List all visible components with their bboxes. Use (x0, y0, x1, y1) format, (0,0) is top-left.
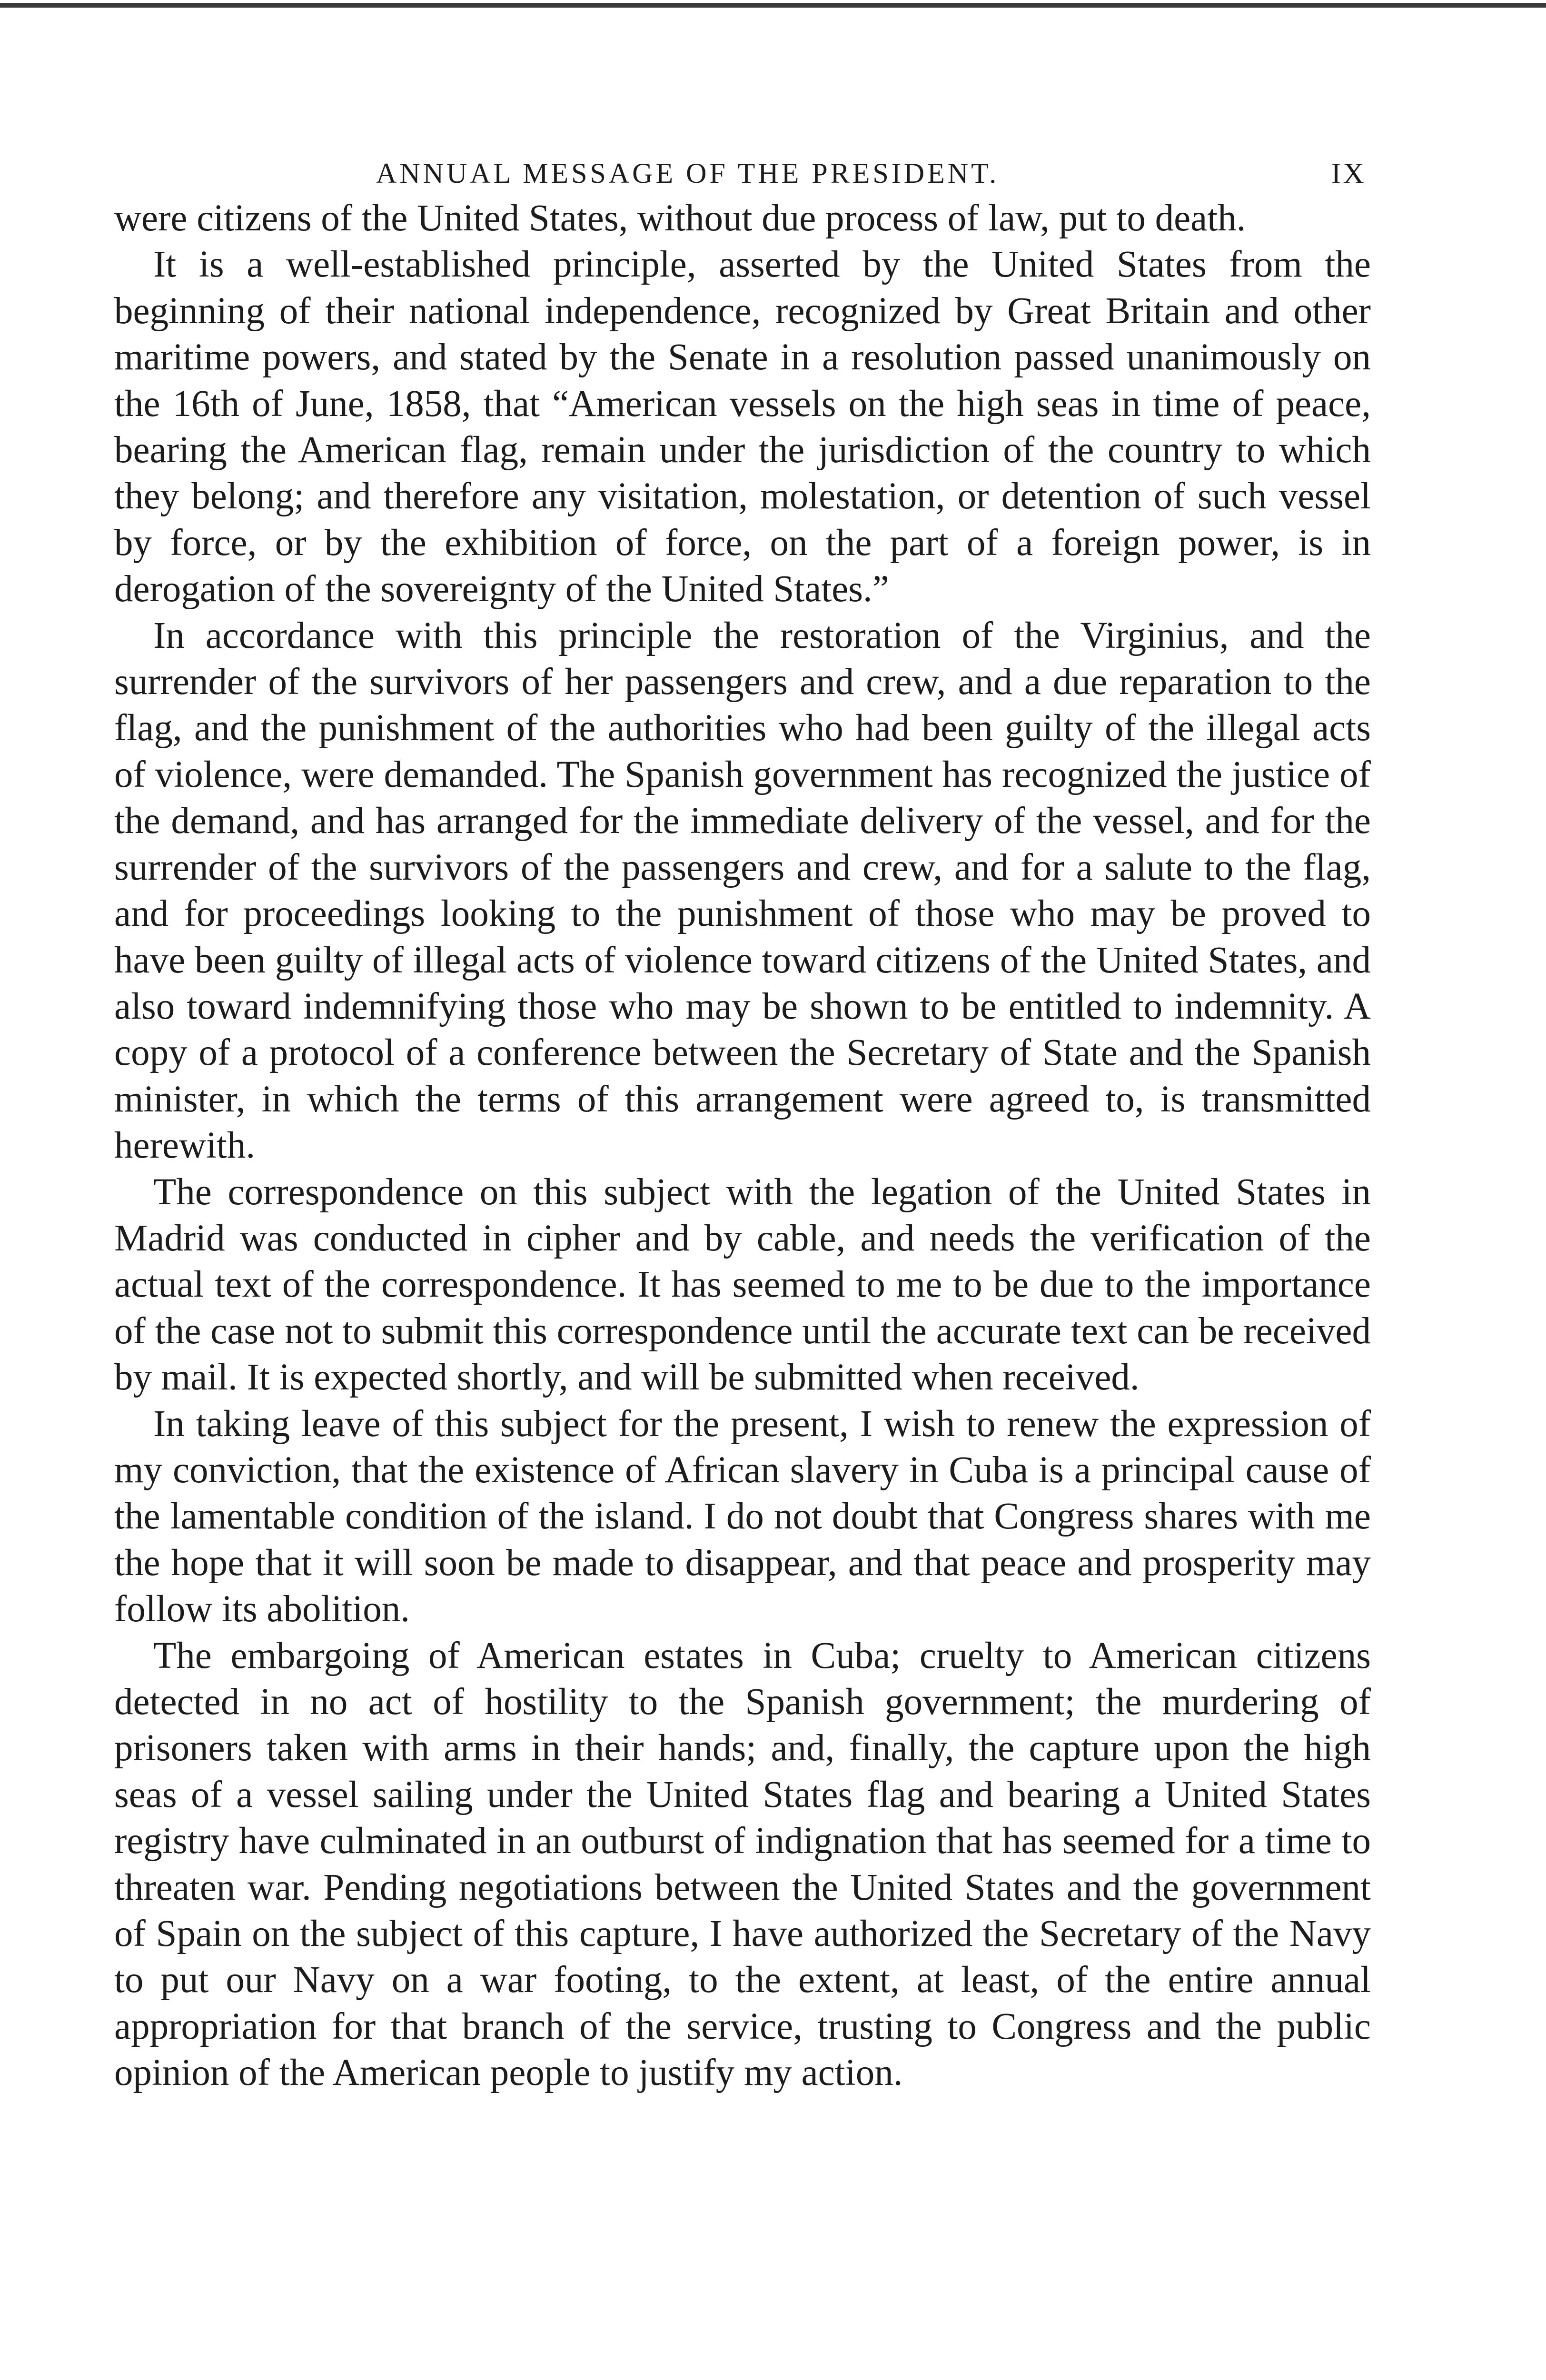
paragraph-continued: were citizens of the United States, without due process of law, put to death. (114, 198, 1246, 239)
body-text (114, 195, 1371, 2096)
document-page (114, 143, 1371, 2096)
top-edge-rule (0, 3, 1546, 8)
page-number: IX (1331, 158, 1366, 190)
paragraph-navy-footing: The embargoing of American estates in Cuba; cruelty to American citizens detected in no act of hostility to the Spanish government; the murdering of prisoners taken with arms in their hands; and, finally, the capture upon the high seas of a vessel sailing under the United States flag and bearing a United States registry have culminated in an outburst of indignation that has seemed for a time to threaten war. Pending negotiations between the United States and the government of Spain on the subject of this capture, I have authorized the Secretary of the Navy to put our Navy on a war footing, to the extent, at least, of the entire annual appropriation for that branch of the service, trusting to Congress and the public opinion of the American people to justify my action. (114, 1635, 1371, 2094)
paragraph-principle: It is a well-established principle, asserted by the United States from the beginning of their national independence, recognized by Great Britain and other maritime powers, and stated by the Senate in a resolution passed unanimously on the 16th of June, 1858, that “American vessels on the high seas in time of peace, bearing the American flag, remain under the jurisdiction of the country to which they belong; and therefore any visitation, molestation, or detention of such vessel by force, or by the exhibition of force, on the part of a foreign power, is in derogation of the sovereignty of the United States.” (114, 244, 1371, 610)
paragraph-slavery: In taking leave of this subject for the present, I wish to renew the expression of my conviction, that the existence of African slavery in Cuba is a principal cause of the lamentable condition of the island. I do not doubt that Congress shares with me the hope that it will soon be made to disappear, and that peace and prosperity may follow its abolition. (114, 1403, 1371, 1630)
running-header (114, 143, 1371, 195)
paragraph-correspondence: The correspondence on this subject with the legation of the United States in Madrid was conducted in cipher and by cable, and needs the verification of the actual text of the correspondence. It has seemed to me to be due to the importance of the case not to submit this correspondence until the accurate text can be received by mail. It is expected shortly, and will be submitted when received. (114, 1171, 1371, 1398)
paragraph-virginius-demands: In accordance with this principle the restoration of the Virginius, and the surrender of the survivors of her passengers and crew, and a due reparation to the flag, and the punishment of the authorities who had been guilty of the illegal acts of violence, were demanded. The Spanish government has recognized the justice of the demand, and has arranged for the immediate delivery of the vessel, and for the surrender of the survivors of the passengers and crew, and for a salute to the flag, and for proceedings looking to the punishment of those who may be proved to have been guilty of illegal acts of violence toward citizens of the United States, and also toward indemnifying those who may be shown to be entitled to indemnity. A copy of a protocol of a conference between the Secretary of State and the Spanish minister, in which the terms of this arrangement were agreed to, is transmitted herewith. (114, 615, 1371, 1167)
running-title: ANNUAL MESSAGE OF THE PRESIDENT. (376, 158, 1000, 189)
